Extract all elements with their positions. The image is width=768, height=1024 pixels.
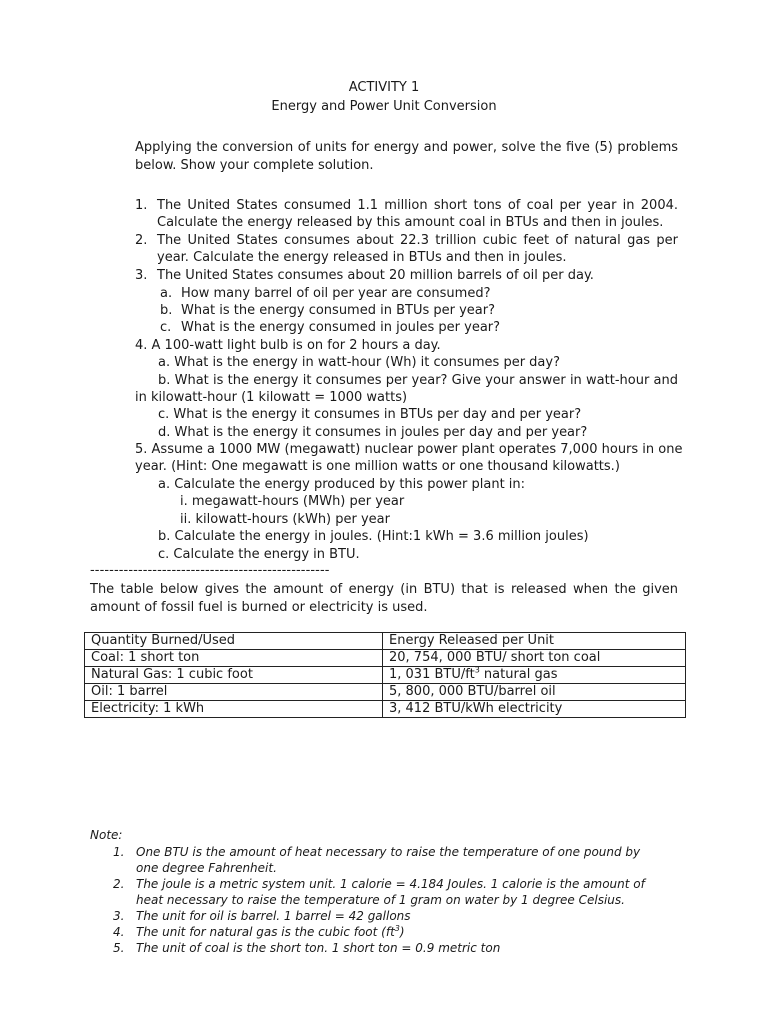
table-cell-text: natural gas	[479, 667, 558, 682]
table-cell: Oil: 1 barrel	[85, 684, 383, 701]
problem-3-text: The United States consumes about 20 million barrels of oil per day.	[157, 268, 594, 283]
dashed-separator: --------------------------------------------------	[90, 563, 330, 578]
note-3-text: The unit for oil is barrel. 1 barrel = 42 gallons	[136, 909, 411, 923]
table-cell: Coal: 1 short ton	[85, 650, 383, 667]
problem-1-text: The United States consumed 1.1 million short tons of coal per year in 2004. Calculate the energy released by this amount coal in BTUs and then in joules.	[157, 198, 678, 230]
problem-5b-text: b. Calculate the energy in joules. (Hint:1 kWh = 3.6 million joules)	[158, 529, 589, 544]
problem-5a-ii-text: ii. kilowatt-hours (kWh) per year	[180, 512, 390, 527]
table-row	[85, 701, 686, 718]
problem-3c-letter: c.	[160, 320, 172, 335]
note-1-text: One BTU is the amount of heat necessary to raise the temperature of one pound by one degree Fahrenheit.	[136, 845, 641, 875]
table-cell: 5, 800, 000 BTU/barrel oil	[383, 684, 686, 701]
superscript: 3	[474, 665, 480, 675]
problem-1-number: 1.	[135, 198, 148, 213]
energy-table	[84, 632, 686, 718]
instructions-paragraph: Applying the conversion of units for energy and power, solve the five (5) problems below. Show your complete solution.	[135, 140, 678, 173]
problem-3-number: 3.	[135, 268, 148, 283]
problem-5c-text: c. Calculate the energy in BTU.	[158, 547, 360, 562]
note-4-text-close: )	[399, 925, 405, 939]
table-cell	[383, 667, 686, 684]
table-intro-paragraph: The table below gives the amount of energy (in BTU) that is released when the given amount of fossil fuel is burned or electricity is used.	[90, 582, 678, 615]
problem-4d-text: d. What is the energy it consumes in joules per day and per year?	[158, 425, 588, 440]
problem-3c-text: What is the energy consumed in joules per year?	[181, 320, 501, 335]
problem-4-text: 4. A 100-watt light bulb is on for 2 hours a day.	[135, 338, 441, 353]
note-4-text-main: The unit for natural gas is the cubic foot (ft	[136, 925, 395, 939]
problem-3b-text: What is the energy consumed in BTUs per year?	[181, 303, 495, 318]
table-cell: Electricity: 1 kWh	[85, 701, 383, 718]
note-3-number: 3.	[113, 909, 125, 923]
table-row	[85, 667, 686, 684]
problem-3a-text: How many barrel of oil per year are consumed?	[181, 286, 491, 301]
table-row	[85, 684, 686, 701]
table-header-cell: Quantity Burned/Used	[85, 633, 383, 650]
note-5-number: 5.	[113, 941, 125, 955]
note-2-number: 2.	[113, 877, 125, 891]
problem-5a-i-text: i. megawatt-hours (MWh) per year	[180, 494, 405, 509]
note-1-number: 1.	[113, 845, 125, 859]
problem-4b-text-line2: in kilowatt-hour (1 kilowatt = 1000 watts)	[135, 390, 408, 405]
problem-3a-letter: a.	[160, 286, 173, 301]
activity-heading: ACTIVITY 1	[348, 80, 420, 95]
table-row	[85, 650, 686, 667]
problem-4a-text: a. What is the energy in watt-hour (Wh) it consumes per day?	[158, 355, 560, 370]
problem-3b-letter: b.	[160, 303, 173, 318]
note-label: Note:	[90, 828, 123, 842]
table-cell: 20, 754, 000 BTU/ short ton coal	[383, 650, 686, 667]
problem-2-number: 2.	[135, 233, 148, 248]
problem-5-text-line2: year. (Hint: One megawatt is one million watts or one thousand kilowatts.)	[135, 459, 620, 474]
table-header-cell: Energy Released per Unit	[383, 633, 686, 650]
table-cell: 3, 412 BTU/kWh electricity	[383, 701, 686, 718]
table-cell-text: 1, 031 BTU/ft	[389, 667, 475, 682]
note-4-text	[136, 924, 676, 940]
problem-5-text-line1: 5. Assume a 1000 MW (megawatt) nuclear power plant operates 7,000 hours in one	[135, 442, 683, 457]
problem-4b-text-line1: b. What is the energy it consumes per year? Give your answer in watt-hour and	[158, 373, 678, 388]
activity-subtitle: Energy and Power Unit Conversion	[271, 99, 497, 114]
superscript: 3	[394, 924, 400, 933]
note-4-number: 4.	[113, 925, 125, 939]
note-5-text: The unit of coal is the short ton. 1 short ton = 0.9 metric ton	[136, 941, 501, 955]
problem-4c-text: c. What is the energy it consumes in BTUs per day and per year?	[158, 407, 582, 422]
note-2-text: The joule is a metric system unit. 1 calorie = 4.184 Joules. 1 calorie is the amount of heat necessary to raise the temperature of 1 gram on water by 1 degree Celsius.	[136, 877, 645, 907]
table-header-row	[85, 633, 686, 650]
problem-5a-text: a. Calculate the energy produced by this power plant in:	[158, 477, 526, 492]
problem-2-text: The United States consumes about 22.3 trillion cubic feet of natural gas per year. Calculate the energy released in BTUs and then in joules.	[157, 233, 678, 265]
table-cell: Natural Gas: 1 cubic foot	[85, 667, 383, 684]
